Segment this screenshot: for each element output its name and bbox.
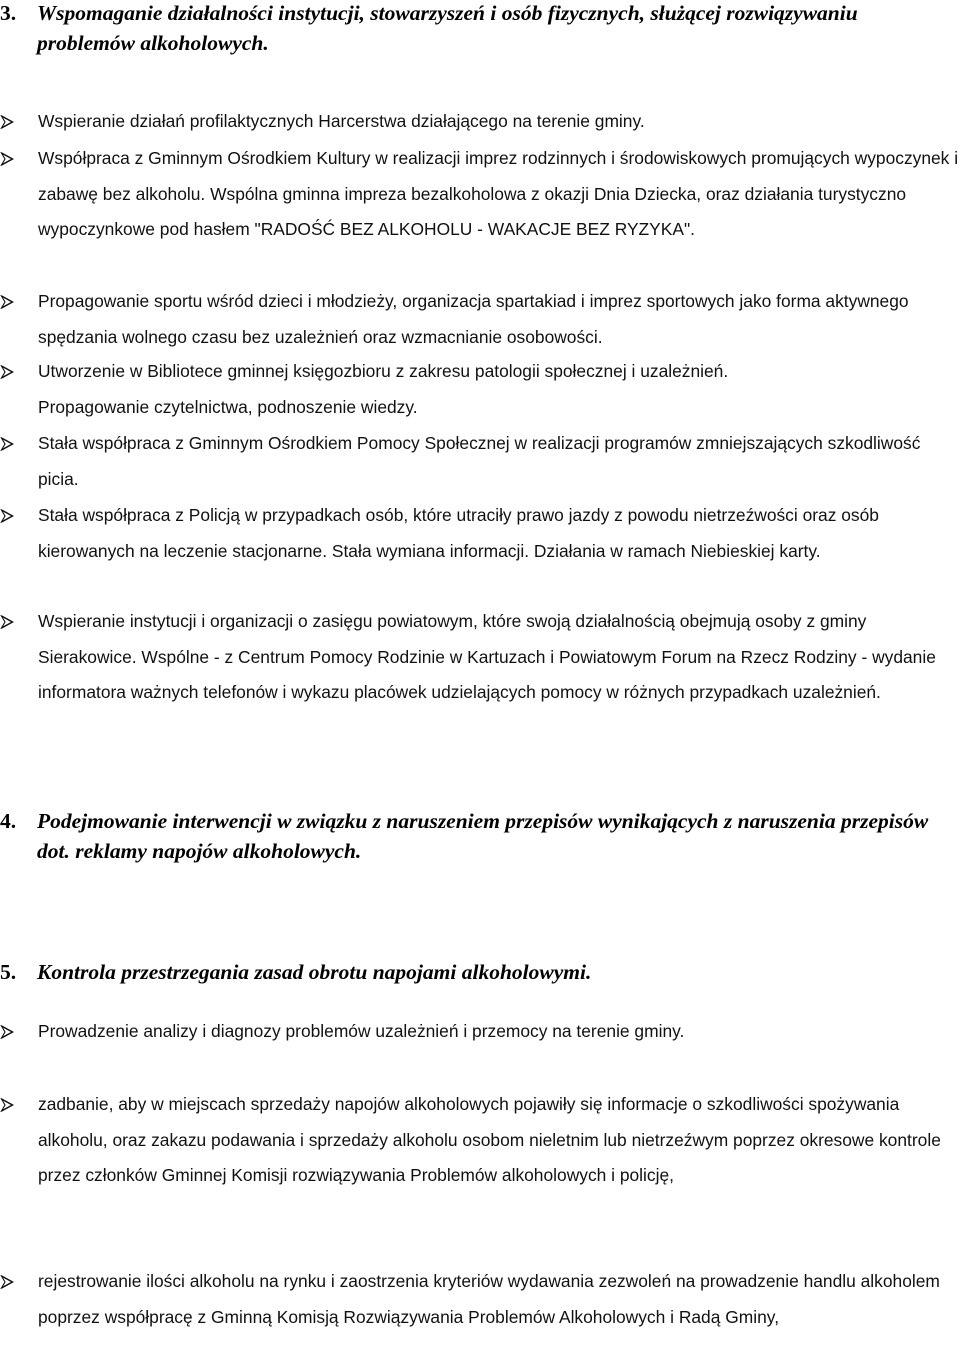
list-item [0,141,960,248]
list-item-continuation: Propagowanie czytelnictwa, podnoszenie wiedzy. [38,397,418,417]
section-title: Kontrola przestrzegania zasad obrotu napojami alkoholowymi. [37,960,592,984]
list-item [0,1087,960,1194]
list-item-text: Stała współpraca z Policją w przypadkach osób, które utraciły prawo jazdy z powodu nietrzeźwości oraz osób kierowanych na leczenie stacjonarne. Stała wymiana informacji. Działania w ramach Niebieskiej karty. [38,505,879,561]
list-item-text: Wspieranie instytucji i organizacji o zasięgu powiatowym, które swoją działalnością obejmują osoby z gminy Sierakowice. Wspólne - z Centrum Pomocy Rodzinie w Kartuzach i Powiatowym Forum na Rzecz Rodziny - wydanie informatora ważnych telefonów i wykazu placówek udzielających pomocy w różnych przypadkach uzależnień. [38,611,936,702]
arrowhead-bullet-icon [0,1098,14,1112]
arrowhead-bullet-icon [0,615,14,629]
section-3-heading [0,0,960,58]
list-item-text: Utworzenie w Bibliotece gminnej księgozbioru z zakresu patologii społecznej i uzależnień. [38,361,729,381]
arrowhead-bullet-icon [0,115,14,129]
section-title: Wspomaganie działalności instytucji, stowarzyszeń i osób fizycznych, służącej rozwiązywaniu problemów alkoholowych. [37,1,858,55]
list-item-text: zadbanie, aby w miejscach sprzedaży napojów alkoholowych pojawiły się informacje o szkodliwości spożywania alkoholu, oraz zakazu podawania i sprzedaży alkoholu osobom nieletnim lub nietrzeźwym poprzez okresowe kontrole przez członków Gminnej Komisji rozwiązywania Problemów alkoholowych i policję, [38,1094,941,1185]
arrowhead-bullet-icon [0,509,14,523]
arrowhead-bullet-icon [0,295,14,309]
list-item-text: Propagowanie sportu wśród dzieci i młodzieży, organizacja spartakiad i imprez sportowych jako forma aktywnego spędzania wolnego czasu bez uzależnień oraz wzmacnianie osobowości. [38,291,909,347]
list-item [0,604,960,711]
section-5-heading [0,957,960,987]
list-item [0,104,960,140]
list-item-text: Wspieranie działań profilaktycznych Harcerstwa działającego na terenie gminy. [38,111,645,131]
list-item [0,1014,960,1050]
section-title: Podejmowanie interwencji w związku z naruszeniem przepisów wynikających z naruszenia przepisów dot. reklamy napojów alkoholowych. [37,809,929,863]
section-number: 3. [0,1,17,25]
arrowhead-bullet-icon [0,437,14,451]
list-item [0,354,960,390]
list-item [0,284,960,355]
section-number: 5. [0,960,17,984]
list-item-text: rejestrowanie ilości alkoholu na rynku i zaostrzenia kryteriów wydawania zezwoleń na prowadzenie handlu alkoholem poprzez współpracę z Gminną Komisją Rozwiązywania Problemów Alkoholowych i Radą Gminy, [38,1271,940,1327]
list-item-text: Współpraca z Gminnym Ośrodkiem Kultury w realizacji imprez rodzinnych i środowiskowych promujących wypoczynek i zabawę bez alkoholu. Wspólna gminna impreza bezalkoholowa z okazji Dnia Dziecka, oraz działania turystyczno wypoczynkowe pod hasłem "RADOŚĆ BEZ ALKOHOLU - WAKACJE BEZ RYZYKA". [38,148,959,239]
arrowhead-bullet-icon [0,1025,14,1039]
list-item [0,498,960,569]
arrowhead-bullet-icon [0,1275,14,1289]
arrowhead-bullet-icon [0,365,14,379]
list-item [0,426,960,497]
section-number: 4. [0,809,17,833]
section-4-heading [0,806,960,866]
arrowhead-bullet-icon [0,152,14,166]
list-item-text: Prowadzenie analizy i diagnozy problemów uzależnień i przemocy na terenie gminy. [38,1021,685,1041]
list-item-text: Stała współpraca z Gminnym Ośrodkiem Pomocy Społecznej w realizacji programów zmniejszających szkodliwość picia. [38,433,921,489]
list-item [0,1264,960,1335]
